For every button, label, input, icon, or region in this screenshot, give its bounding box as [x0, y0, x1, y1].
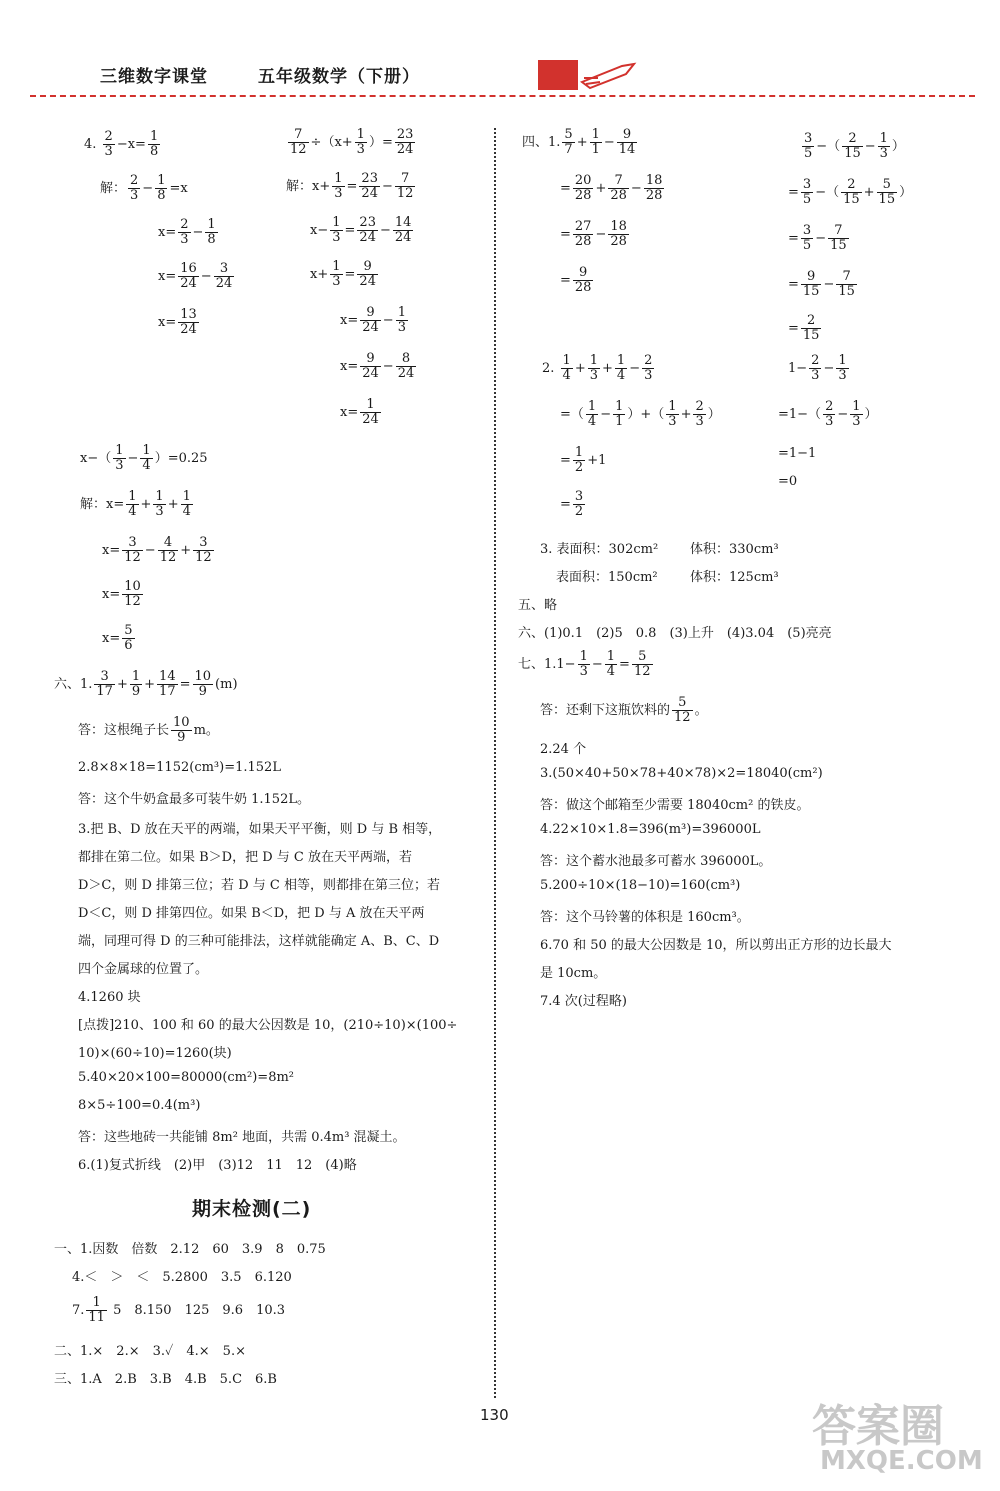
- answer-line: D＜C，则 D 排第四位。如果 B＜D，把 D 与 A 放在天平两: [78, 906, 425, 921]
- num: 3: [193, 536, 214, 551]
- header-book: 五年级数学（下册）: [258, 67, 420, 87]
- num: 3: [695, 414, 704, 429]
- num: 1: [591, 142, 600, 157]
- text: =: [560, 273, 571, 288]
- text: =: [788, 321, 799, 336]
- num: 2: [644, 353, 653, 368]
- text: 答：还剩下这瓶饮料的: [540, 703, 671, 718]
- num: 28: [610, 234, 627, 249]
- answer-line: 8×5÷100=0.4(m³): [78, 1098, 201, 1113]
- num: 3: [802, 223, 812, 238]
- num: 15: [878, 192, 896, 207]
- num: 1: [579, 649, 588, 664]
- text: x=: [340, 313, 359, 328]
- text: =: [560, 453, 571, 468]
- num: 1: [131, 669, 141, 684]
- num: 4: [158, 536, 179, 551]
- answer-line: 6.(1)复式折线 (2)甲 (3)12 11 12 (4)略: [78, 1158, 357, 1173]
- num: 3: [115, 458, 124, 473]
- num: 1: [879, 131, 888, 146]
- num: 14: [159, 669, 176, 684]
- num: 1: [562, 353, 571, 368]
- text: 4.: [84, 137, 97, 152]
- text: =: [788, 231, 799, 246]
- answer-line: 答：做这个邮箱至少需要 18040cm² 的铁皮。: [540, 798, 810, 813]
- num: 5: [632, 650, 653, 665]
- num: 5: [672, 696, 693, 711]
- eq-row: x− $\frac{1}{3}$ = $\frac{23}{24}$ − $\frac{14}{24}$: [310, 215, 412, 245]
- text: 2.: [542, 361, 555, 376]
- num: 7: [288, 128, 309, 143]
- num: 10: [173, 715, 190, 730]
- num: 6: [124, 638, 133, 653]
- num: 3: [332, 230, 341, 245]
- num: 1: [616, 353, 626, 368]
- answer-line: 4.22×10×1.8=396(m³)=396000L: [540, 822, 761, 837]
- num: 28: [645, 188, 663, 203]
- num: 24: [362, 412, 379, 427]
- text: 7.: [72, 1303, 85, 1318]
- num: 3: [180, 232, 189, 247]
- text: =: [560, 497, 571, 512]
- num: 14: [618, 142, 636, 157]
- num: 24: [397, 366, 415, 381]
- num: 1: [207, 217, 216, 232]
- num: 5: [124, 623, 133, 638]
- text: =x: [169, 181, 188, 196]
- num: 9: [801, 270, 822, 285]
- num: 18: [610, 219, 627, 234]
- num: 8: [396, 352, 417, 367]
- num: 9: [617, 128, 638, 143]
- text: =: [560, 181, 571, 196]
- answer-line: 6.70 和 50 的最大公因数是 10，所以剪出正方形的边长最大: [540, 938, 892, 953]
- num: 3: [811, 368, 820, 383]
- eq-row: =1−（ $\frac{2}{3}$ − $\frac{1}{3}$ ）: [778, 399, 878, 429]
- num: 3: [574, 489, 584, 504]
- text: 六、1.: [54, 677, 93, 692]
- answer-line: 三、1.A 2.B 3.B 4.B 5.C 6.B: [54, 1372, 277, 1387]
- watermark-site: MXQE.COM: [820, 1446, 983, 1476]
- text: 解：x+: [286, 179, 331, 194]
- eq-row: [286, 128, 417, 157]
- text: ）: [864, 407, 878, 422]
- num: 3: [155, 504, 164, 519]
- text: x=: [158, 269, 177, 284]
- answer-line: D＞C，则 D 排第三位；若 D 与 C 相等，则都排在第三位；若: [78, 878, 440, 893]
- eq-row: [560, 446, 606, 475]
- text: x=: [102, 543, 121, 558]
- num: 15: [802, 284, 820, 299]
- num: 5: [564, 127, 573, 142]
- num: 17: [159, 684, 176, 699]
- watermark-brand: 答案圈: [812, 1401, 944, 1452]
- num: 9: [131, 684, 141, 699]
- num: 9: [360, 306, 381, 321]
- num: 12: [396, 186, 414, 201]
- answer-line: 体积：330cm³: [690, 542, 779, 557]
- num: 28: [574, 234, 592, 249]
- num: 7: [836, 270, 857, 285]
- num: 9: [360, 352, 381, 367]
- answer-line: 2.24 个: [540, 742, 587, 757]
- eq-row: 七、1.1− $\frac{1}{3}$ − $\frac{1}{4}$ = $\frac{5}{12}$: [518, 649, 651, 679]
- num: 1: [838, 353, 847, 368]
- text: +1: [587, 453, 607, 468]
- num: 8: [149, 144, 159, 159]
- num: 12: [674, 710, 691, 725]
- num: 10: [194, 669, 212, 684]
- text: x−: [310, 223, 329, 238]
- eq-row: = $\frac{9}{15}$ − $\frac{7}{15}$: [788, 269, 855, 299]
- num: 17: [96, 684, 113, 699]
- num: 3: [825, 414, 834, 429]
- num: 7: [395, 172, 416, 187]
- num: 2: [574, 504, 584, 519]
- num: 12: [124, 550, 141, 565]
- num: 11: [88, 1310, 105, 1325]
- num: 3: [130, 188, 139, 203]
- text: ）: [899, 185, 913, 200]
- num: 1: [360, 398, 381, 413]
- num: 28: [574, 188, 592, 203]
- num: 1: [356, 127, 365, 142]
- num: 2: [130, 173, 139, 188]
- num: 3: [879, 146, 888, 161]
- answer-line: 2.8×8×18=1152(cm³)=1.152L: [78, 760, 281, 775]
- answer-line: 3.(50×40+50×78+40×78)×2=18040(cm²): [540, 766, 823, 781]
- num: 1: [615, 414, 624, 429]
- eq-row: [84, 130, 162, 159]
- num: 4: [616, 368, 626, 383]
- text: x=: [102, 587, 121, 602]
- num: 23: [361, 171, 378, 186]
- num: 3: [579, 664, 588, 679]
- eq-row: x= $\frac{16}{24}$ − $\frac{3}{24}$: [158, 261, 233, 291]
- num: 24: [361, 186, 378, 201]
- num: 18: [645, 173, 663, 188]
- answer-line: 5.40×20×100=80000(cm²)=8m²: [78, 1070, 294, 1085]
- num: 3: [838, 368, 847, 383]
- num: 2: [811, 353, 820, 368]
- num: 3: [397, 320, 406, 335]
- eq-row: [788, 314, 823, 343]
- answer-line: 体积：125cm³: [690, 570, 779, 585]
- text: x=: [158, 315, 177, 330]
- text: x=: [102, 631, 121, 646]
- text: =: [788, 185, 799, 200]
- num: 1: [397, 305, 406, 320]
- eq-row: [158, 308, 201, 337]
- num: 1: [574, 445, 584, 460]
- text: 1−: [788, 361, 808, 376]
- num: 10: [124, 579, 141, 594]
- eq-row: =（ $\frac{1}{4}$ − $\frac{1}{1}$ ）+（ $\frac{1}{3}$ + $\frac{2}{3}$ ）: [560, 399, 721, 429]
- answer-line: 表面积：150cm²: [556, 570, 658, 585]
- text: =（: [560, 407, 584, 422]
- rocket-logo-icon: [538, 58, 638, 98]
- answer-line: 都排在第二位。如果 B＞D，把 D 与 C 放在天平两端，若: [78, 850, 413, 865]
- text: 解：: [100, 181, 127, 196]
- num: 9: [198, 684, 207, 699]
- num: 3: [334, 186, 343, 201]
- text: (m): [215, 677, 238, 692]
- text: 四、1.: [522, 135, 561, 150]
- num: 4: [606, 664, 616, 679]
- text: ）: [891, 139, 905, 154]
- eq-row: 答：还剩下这瓶饮料的 $\frac{5}{12}$ 。: [540, 695, 708, 725]
- num: 24: [359, 274, 376, 289]
- text: −（: [816, 139, 841, 154]
- answer-line: 二、1.× 2.× 3.✓ 4.× 5.×: [54, 1344, 246, 1359]
- num: 24: [362, 320, 379, 335]
- num: 15: [830, 238, 847, 253]
- num: 1: [332, 215, 341, 230]
- eq-row: = $\frac{3}{5}$ −（ $\frac{2}{15}$ + $\frac{5}{15}$ ）: [788, 177, 913, 207]
- num: 9: [357, 260, 378, 275]
- text: ）=0.25: [154, 451, 208, 466]
- num: 2: [825, 399, 834, 414]
- num: 3: [356, 142, 365, 157]
- eq-row: x= $\frac{9}{24}$ − $\frac{8}{24}$: [340, 351, 415, 381]
- answer-line: 7.4 次(过程略): [540, 994, 627, 1009]
- num: 27: [574, 219, 592, 234]
- text: =1−（: [778, 407, 822, 422]
- num: 28: [574, 280, 592, 295]
- answer-line: 3. 表面积：302cm²: [540, 542, 659, 557]
- num: 1: [334, 171, 343, 186]
- num: 5: [802, 238, 812, 253]
- answer-line: 4.＜ ＞ ＜ 5.2800 3.5 6.120: [72, 1270, 292, 1285]
- page-number: 130: [480, 1406, 509, 1424]
- eq-row: [72, 1296, 285, 1325]
- num: 7: [828, 224, 849, 239]
- num: 3: [214, 262, 235, 277]
- num: 4: [587, 414, 597, 429]
- num: 1: [668, 399, 677, 414]
- num: 1: [182, 489, 191, 504]
- num: 3: [802, 177, 812, 192]
- num: 2: [801, 314, 822, 329]
- answer-line: 答：这些地砖一共能铺 8m² 地面，共需 0.4m³ 混凝土。: [78, 1130, 406, 1145]
- num: 1: [587, 399, 597, 414]
- section-title: 期末检测(二): [192, 1198, 312, 1220]
- text: 5 8.150 125 9.6 10.3: [113, 1303, 286, 1318]
- num: 1: [115, 443, 124, 458]
- num: 1: [142, 443, 151, 458]
- num: 2: [695, 399, 704, 414]
- eq-row: x−（ $\frac{1}{3}$ − $\frac{1}{4}$ ）=0.25: [80, 443, 208, 473]
- num: 3: [589, 368, 599, 383]
- answer-line: 端，同理可得 D 的三种可能排法，这样就能确定 A、B、C、D: [78, 934, 440, 949]
- answer-line: [点拨]210、100 和 60 的最大公因数是 10，(210÷10)×(100÷: [78, 1018, 458, 1033]
- answer-line: =1−1: [778, 446, 817, 461]
- num: 2: [104, 129, 113, 144]
- answer-line: 4.1260 块: [78, 990, 141, 1005]
- text: −x=: [116, 137, 146, 152]
- num: 1: [591, 127, 600, 142]
- num: 12: [195, 550, 212, 565]
- num: 3: [122, 536, 143, 551]
- eq-row: [340, 398, 383, 427]
- text: 答：这根绳子长: [78, 723, 170, 738]
- header-divider: [30, 95, 975, 97]
- eq-row: [102, 580, 145, 609]
- num: 1: [86, 1296, 107, 1311]
- eq-row: [102, 624, 137, 653]
- eq-row: x= $\frac{3}{12}$ − $\frac{4}{12}$ + $\frac{3}{12}$: [102, 535, 212, 565]
- num: 12: [290, 142, 307, 157]
- num: 1: [332, 259, 341, 274]
- num: 1: [589, 353, 599, 368]
- num: 7: [608, 174, 629, 189]
- num: 9: [573, 266, 594, 281]
- eq-row: 2. $\frac{1}{4}$ + $\frac{1}{3}$ + $\frac{1}{4}$ − $\frac{2}{3}$: [542, 353, 653, 383]
- eq-row: 解：x= $\frac{1}{4}$ + $\frac{1}{3}$ + $\frac{1}{4}$: [80, 489, 191, 519]
- num: 2: [842, 132, 863, 147]
- num: 24: [396, 142, 414, 157]
- num: 23: [396, 127, 414, 142]
- num: 12: [633, 664, 651, 679]
- num: 4: [562, 368, 571, 383]
- num: 1: [157, 173, 166, 188]
- num: 16: [180, 261, 197, 276]
- num: 5: [804, 146, 813, 161]
- answer-line: 四个金属球的位置了。: [78, 962, 209, 977]
- answer-line: 3.把 B、D 放在天平的两端，如果天平平衡，则 D 与 B 相等，: [78, 822, 442, 837]
- num: 15: [802, 328, 820, 343]
- num: 28: [610, 188, 627, 203]
- num: 4: [128, 504, 137, 519]
- num: 23: [359, 215, 376, 230]
- num: 24: [180, 276, 197, 291]
- num: 3: [804, 131, 813, 146]
- answer-line: 答：这个牛奶盒最多可装牛奶 1.152L。: [78, 792, 310, 807]
- answer-line: 答：这个马铃薯的体积是 160cm³。: [540, 910, 750, 925]
- header-series: 三维数字课堂: [100, 67, 208, 87]
- answer-line: 是 10cm。: [540, 966, 607, 981]
- num: 15: [844, 146, 861, 161]
- num: 4: [182, 504, 191, 519]
- answer-line: 5.200÷10×(18−10)=160(cm³): [540, 878, 741, 893]
- num: 15: [838, 284, 855, 299]
- num: 1: [606, 649, 616, 664]
- text: ）=: [368, 135, 393, 150]
- text: 七、1.1−: [518, 657, 576, 672]
- num: 24: [215, 276, 233, 291]
- text: =: [788, 277, 799, 292]
- num: 24: [394, 230, 412, 245]
- num: 8: [207, 232, 216, 247]
- eq-row: x= $\frac{2}{3}$ − $\frac{1}{8}$: [158, 217, 216, 247]
- num: 3: [104, 144, 113, 159]
- num: 5: [877, 178, 898, 193]
- eq-row: 六、1. $\frac{3}{17}$ + $\frac{1}{9}$ + $\frac{14}{17}$ = $\frac{10}{9}$ (m): [54, 669, 238, 699]
- eq-row: = $\frac{3}{5}$ − $\frac{7}{15}$: [788, 223, 847, 253]
- eq-row: x= $\frac{9}{24}$ − $\frac{1}{3}$: [340, 305, 406, 335]
- num: 24: [180, 322, 197, 337]
- num: 1: [852, 399, 861, 414]
- num: 5: [802, 192, 812, 207]
- num: 20: [574, 173, 592, 188]
- num: 2: [574, 460, 584, 475]
- num: 3: [668, 414, 677, 429]
- text: x=: [158, 225, 177, 240]
- eq-row: [560, 490, 587, 519]
- eq-row: x+ $\frac{1}{3}$ = $\frac{9}{24}$: [310, 259, 376, 289]
- answer-line: 答：这个蓄水池最多可蓄水 396000L。: [540, 854, 772, 869]
- eq-row: = $\frac{27}{28}$ − $\frac{18}{28}$: [560, 219, 627, 249]
- text: 解：x=: [80, 497, 125, 512]
- text: =: [560, 227, 571, 242]
- num: 3: [644, 368, 653, 383]
- num: 4: [142, 458, 151, 473]
- num: 15: [843, 192, 860, 207]
- num: 1: [615, 399, 624, 414]
- num: 24: [362, 366, 379, 381]
- num: 1: [149, 129, 159, 144]
- column-divider: [494, 128, 496, 1398]
- text: m。: [193, 723, 219, 738]
- num: 2: [180, 217, 189, 232]
- num: 9: [177, 730, 186, 745]
- num: 12: [159, 550, 177, 565]
- num: 3: [94, 670, 115, 685]
- num: 24: [359, 230, 376, 245]
- eq-row: = $\frac{20}{28}$ + $\frac{7}{28}$ − $\frac{18}{28}$: [560, 173, 663, 203]
- num: 7: [564, 142, 573, 157]
- num: 1: [128, 489, 137, 504]
- answer-line: 五、略: [518, 598, 558, 613]
- eq-row: 解：x+ $\frac{1}{3}$ = $\frac{23}{24}$ − $\frac{7}{12}$: [286, 171, 414, 201]
- num: 12: [124, 594, 141, 609]
- num: 3: [332, 274, 341, 289]
- text: x=: [340, 359, 359, 374]
- num: 1: [155, 489, 164, 504]
- num: 3: [852, 414, 861, 429]
- num: 2: [841, 178, 862, 193]
- num: 13: [180, 307, 197, 322]
- eq-row: 解： $\frac{2}{3}$ − $\frac{1}{8}$ =x: [100, 173, 188, 203]
- text: x−（: [80, 451, 112, 466]
- eq-row: 1− $\frac{2}{3}$ − $\frac{1}{3}$: [788, 353, 847, 383]
- answer-line: 10)×(60÷10)=1260(块): [78, 1046, 232, 1061]
- text: ）+（: [627, 407, 665, 422]
- text: x+: [310, 267, 329, 282]
- eq-row: [560, 266, 595, 295]
- answer-line: 一、1.因数 倍数 2.12 60 3.9 8 0.75: [54, 1242, 326, 1257]
- eq-row: 四、1. $\frac{5}{7}$ + $\frac{1}{1}$ − $\frac{9}{14}$: [522, 127, 636, 157]
- eq-row: [78, 716, 219, 745]
- answer-line: 六、(1)0.1 (2)5 0.8 (3)上升 (4)3.04 (5)亮亮: [518, 626, 832, 641]
- answer-line: =0: [778, 474, 798, 489]
- text: −（: [815, 185, 840, 200]
- text: x=: [340, 405, 359, 420]
- num: 8: [157, 188, 166, 203]
- text: ÷（x+: [310, 135, 353, 150]
- text: ）: [707, 407, 721, 422]
- eq-row: $\frac{3}{5}$ −（ $\frac{2}{15}$ − $\frac{1}{3}$ ）: [804, 131, 905, 161]
